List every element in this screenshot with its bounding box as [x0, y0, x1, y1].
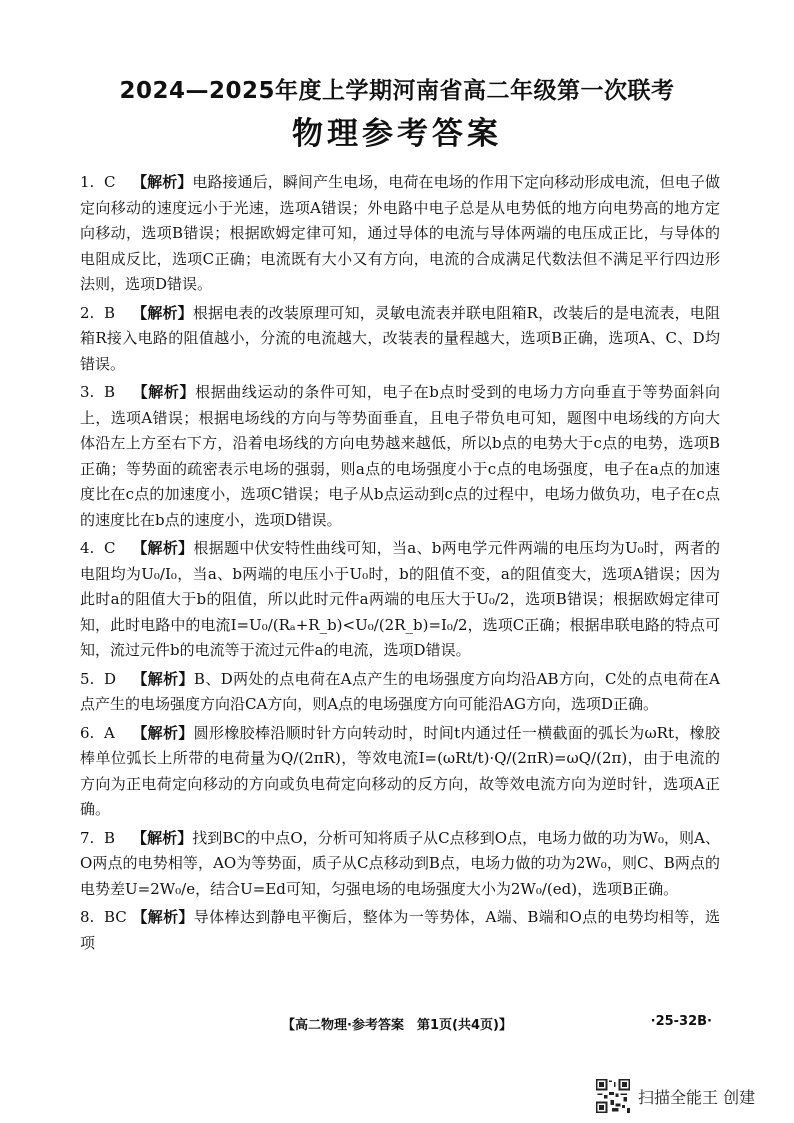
question-answer: A: [104, 723, 115, 742]
question-number: 6.: [80, 723, 95, 742]
question-number: 4.: [80, 539, 95, 557]
analysis-text: 导体棒达到静电平衡后，整体为一等势体，A端、B端和O点的电势均相等，选项: [80, 908, 720, 952]
footer-page-info: 【高二物理·参考答案 第1页(共4页)】: [282, 1018, 512, 1033]
question-number: 2.: [80, 303, 95, 322]
question-answer: D: [104, 669, 117, 688]
question-answer: C: [104, 539, 116, 557]
analysis-text: 找到BC的中点O，分析可知将质子从C点移到O点，电场力做的功为W₀，则A、O两点的电势相等，AO为等势面，质子从C点移动到B点，电场力做的功为2W₀，则C、B两点的电势差U=2W₀/e，结合U=Ed可知，匀强电场的电场强度大小为2W₀/(ed)，选项B正确。: [80, 828, 720, 898]
analysis-text: 根据题中伏安特性曲线可知，当a、b两电学元件两端的电压均为U₀时，两者的电阻均为U₀/I₀，当a、b两端的电压小于U₀时，b的阻值不变，a的阻值变大，选项A错误；因为此时a的阻值大于b的阻值，所以此时元件a两端的电压大于U₀/2，选项B错误；根据欧姆定律可知，此时电路中的电流I=U₀/(Rₐ+R_b)<U₀/(2R_b)=I₀/2，选项C正确；根据串联电路的特点可知，流过元件b的电流等于流过元件a的电流，选项D错误。: [80, 539, 720, 659]
page-footer: [0, 1014, 794, 1034]
question-answer: B: [104, 828, 116, 847]
question-item: [80, 301, 720, 378]
question-number: 3.: [80, 383, 95, 401]
question-answer: B: [104, 383, 116, 401]
scanner-watermark: [596, 1078, 755, 1114]
question-answer: BC: [104, 908, 127, 926]
question-item: [80, 536, 720, 664]
question-item: [80, 170, 720, 298]
question-item: [80, 826, 720, 903]
analysis-tag: 【解析】: [132, 723, 194, 742]
footer-exam-code: ·25-32B·: [650, 1014, 712, 1029]
question-item: [80, 905, 720, 956]
question-number: 7.: [80, 828, 95, 847]
analysis-tag: 【解析】: [132, 908, 194, 926]
question-number: 5.: [80, 669, 95, 688]
watermark-text: 扫描全能王 创建: [638, 1087, 756, 1107]
exam-title: 2024—2025年度上学期河南省高二年级第一次联考: [119, 78, 675, 104]
qr-code-icon: [596, 1079, 630, 1113]
analysis-text: 圆形橡胶棒沿顺时针方向转动时，时间t内通过任一横截面的弧长为ωRt，橡胶棒单位弧长上所带的电荷量为Q/(2πR)，等效电流I=(ωRt/t)·Q/(2πR)=ωQ/(2π)，由于电流的方向为正电荷定向移动的方向或负电荷定向移动的反方向，故等效电流方向为逆时针，选项A正确。: [80, 723, 720, 818]
question-item: [80, 380, 720, 533]
analysis-tag: 【解析】: [132, 828, 193, 847]
analysis-tag: 【解析】: [132, 669, 194, 688]
analysis-tag: 【解析】: [132, 539, 194, 557]
question-number: 1.: [80, 173, 95, 191]
analysis-text: 根据电表的改装原理可知，灵敏电流表并联电阻箱R，改装后的是电流表，电阻箱R接入电路的阻值越小，分流的电流越大，改装表的量程越大，选项B正确，选项A、C、D均错误。: [80, 303, 720, 373]
question-item: [80, 721, 720, 823]
analysis-text: B、D两处的点电荷在A点产生的电场强度方向均沿AB方向，C处的点电荷在A点产生的电场强度方向沿CA方向，则A点的电场强度方向可能沿AG方向，选项D正确。: [80, 669, 720, 713]
question-item: [80, 667, 720, 718]
question-answer: C: [104, 173, 116, 191]
question-list: [80, 170, 720, 959]
question-number: 8.: [80, 908, 95, 926]
analysis-tag: 【解析】: [132, 173, 193, 191]
analysis-tag: 【解析】: [132, 383, 196, 401]
question-answer: B: [104, 303, 116, 322]
analysis-text: 根据曲线运动的条件可知，电子在b点时受到的电场力方向垂直于等势面斜向上，选项A错误；根据电场线的方向与等势面垂直，且电子带负电可知，题图中电场线的方向大体沿左上方至右下方，沿着电场线的方向电势越来越低，所以b点的电势大于c点的电势，选项B正确；等势面的疏密表示电场的强弱，则a点的电场强度小于c点的电场强度，电子在a点的加速度比在c点的加速度小，选项C错误；电子从b点运动到c点的过程中，电场力做负功，电子在c点的速度比在b点的速度小，选项D错误。: [80, 383, 720, 529]
answer-key-title: 物理参考答案: [292, 116, 502, 152]
analysis-tag: 【解析】: [132, 303, 193, 322]
analysis-text: 电路接通后，瞬间产生电场，电荷在电场的作用下定向移动形成电流，但电子做定向移动的速度远小于光速，选项A错误；外电路中电子总是从电势低的地方向电势高的地方定向移动，选项B错误；根据欧姆定律可知，通过导体的电流与导体两端的电压成正比，与导体的电阻成反比，选项C正确；电流既有大小又有方向，电流的合成满足代数法但不满足平行四边形法则，选项D错误。: [80, 173, 720, 293]
